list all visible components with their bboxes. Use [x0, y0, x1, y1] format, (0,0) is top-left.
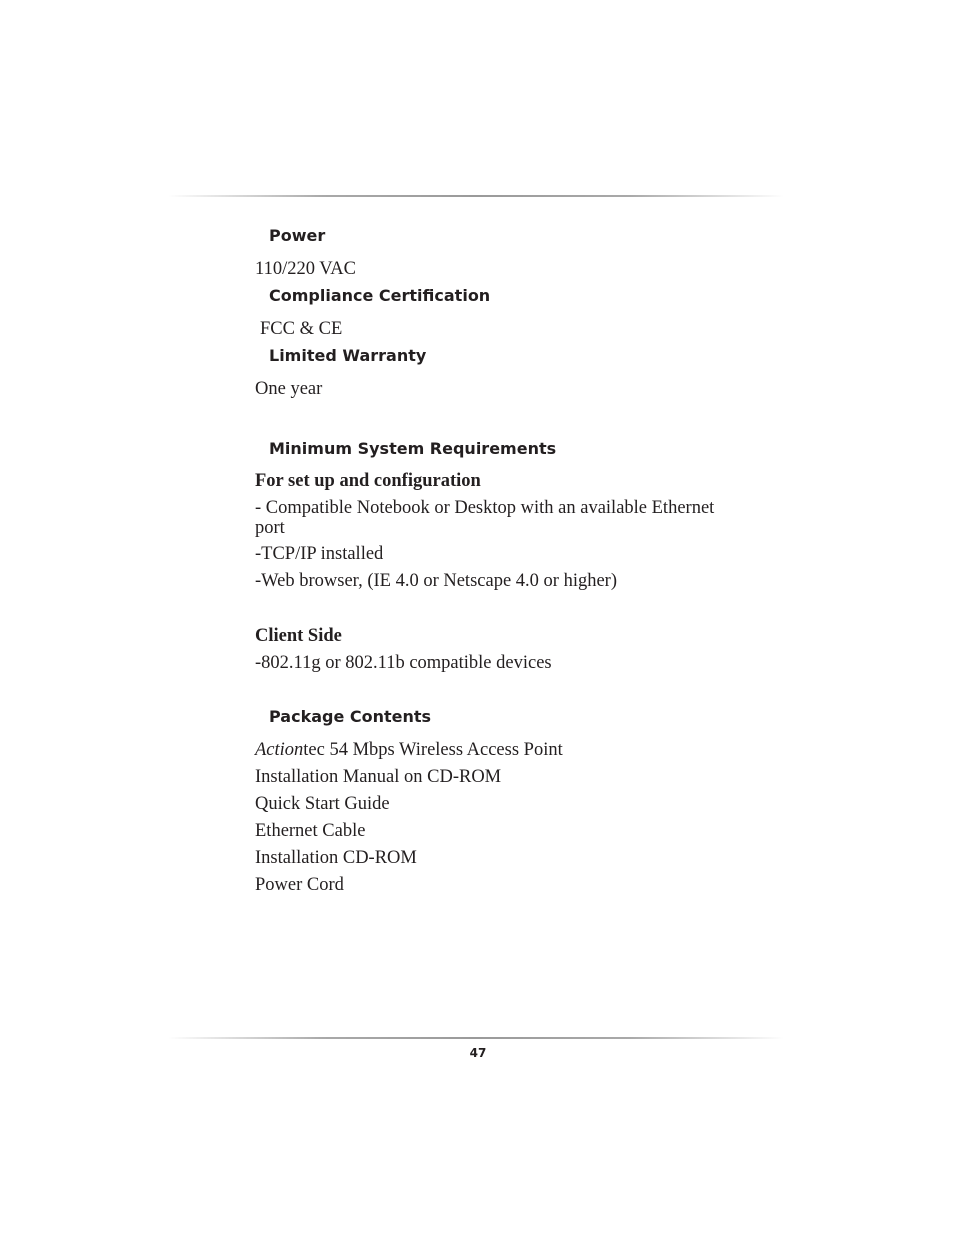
warranty-heading: Limited Warranty: [269, 346, 427, 365]
list-item: Power Cord: [255, 875, 344, 895]
setup-subheading: For set up and configuration: [255, 471, 481, 491]
compliance-heading: Compliance Certification: [269, 286, 491, 305]
list-item: - Compatible Notebook or Desktop with an available Ethernet port: [255, 498, 715, 538]
package-item-text: tec 54 Mbps Wireless Access Point: [303, 740, 563, 760]
list-item: Installation CD-ROM: [255, 848, 417, 868]
compliance-value: FCC & CE: [260, 319, 343, 339]
brand-name: Action: [255, 740, 304, 760]
power-heading: Power: [269, 226, 326, 245]
package-heading: Package Contents: [269, 707, 432, 726]
bottom-divider: [168, 1037, 784, 1039]
power-value: 110/220 VAC: [255, 259, 356, 279]
top-divider: [168, 195, 784, 197]
client-subheading: Client Side: [255, 626, 342, 646]
list-item: Installation Manual on CD-ROM: [255, 767, 502, 787]
page-number: 47: [469, 1046, 487, 1060]
warranty-value: One year: [255, 379, 323, 399]
requirements-heading: Minimum System Requirements: [269, 439, 557, 458]
list-item: -802.11g or 802.11b compatible devices: [255, 653, 552, 673]
list-item: Quick Start Guide: [255, 794, 390, 814]
list-item: -TCP/IP installed: [255, 544, 384, 564]
package-item-access-point: [255, 740, 563, 760]
list-item: Ethernet Cable: [255, 821, 366, 841]
list-item: -Web browser, (IE 4.0 or Netscape 4.0 or higher): [255, 571, 617, 591]
